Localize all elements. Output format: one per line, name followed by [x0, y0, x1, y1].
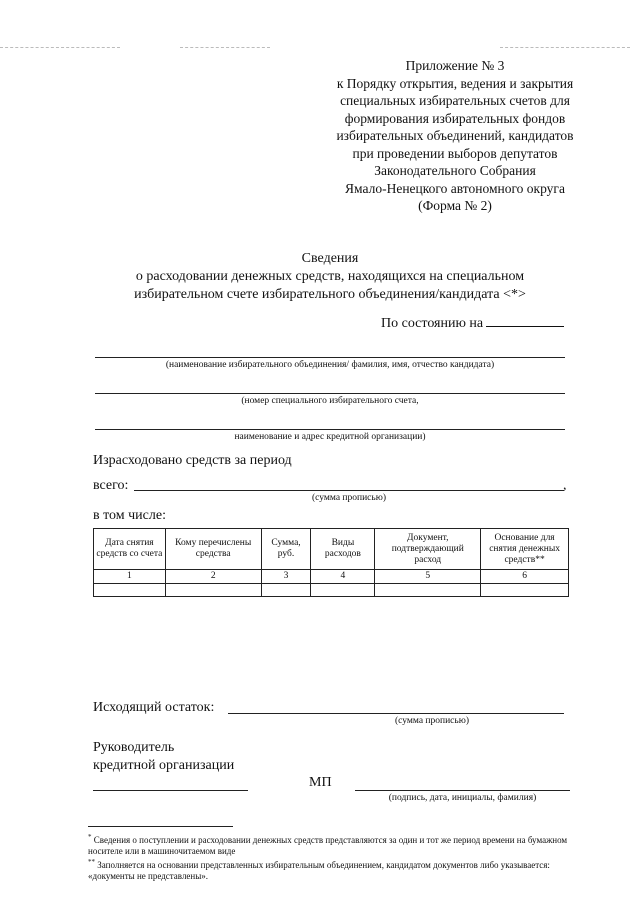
- total-amount-caption: (сумма прописью): [312, 493, 386, 503]
- footnote-2: [88, 857, 588, 882]
- name-caption: (наименование избирательного объединения/ фамилия, имя, отчество кандидата): [165, 360, 495, 370]
- scan-artifact: [180, 47, 270, 48]
- scan-artifact: [0, 47, 120, 48]
- expense-table: [93, 528, 569, 597]
- account-caption: (номер специального избирательного счета,: [241, 396, 419, 406]
- footnote-mark: *: [88, 833, 92, 841]
- table-cell[interactable]: [375, 584, 481, 597]
- bank-field-line[interactable]: [95, 429, 565, 430]
- signature-line[interactable]: [93, 790, 248, 791]
- table-number-cell: 5: [375, 570, 481, 584]
- signature-title: кредитной организации: [93, 758, 235, 773]
- appendix-line: формирования избирательных фондов: [344, 110, 566, 126]
- table-cell[interactable]: [165, 584, 261, 597]
- appendix-line: к Порядку открытия, ведения и закрытия: [336, 75, 574, 91]
- total-amount-line[interactable]: [134, 490, 564, 491]
- as-of-date-field[interactable]: [486, 314, 564, 327]
- footnote-text: Сведения о поступлении и расходовании денежных средств представляются за один и тот же период времени на бумажном носителе или в машиночитаемом виде: [88, 835, 568, 856]
- table-header-cell: Дата снятия средств со счета: [94, 529, 166, 570]
- table-header-row: [94, 529, 569, 570]
- appendix-header: [300, 57, 610, 215]
- bank-caption: наименование и адрес кредитной организации): [234, 432, 426, 442]
- footnote-mark: **: [88, 858, 95, 866]
- table-cell[interactable]: [94, 584, 166, 597]
- appendix-line: Ямало-Ненецкого автономного округа: [345, 180, 565, 196]
- table-number-cell: 2: [165, 570, 261, 584]
- balance-caption: (сумма прописью): [395, 716, 469, 726]
- signature-title: Руководитель: [93, 740, 175, 755]
- signature-caption: (подпись, дата, инициалы, фамилия): [388, 793, 537, 803]
- title-line: о расходовании денежных средств, находящихся на специальном: [135, 269, 525, 284]
- table-cell[interactable]: [261, 584, 311, 597]
- table-number-row: [94, 570, 569, 584]
- footnote-separator: [88, 826, 233, 827]
- balance-label: Исходящий остаток:: [93, 700, 215, 715]
- total-comma: ,: [563, 478, 567, 493]
- table-header-cell: Кому перечислены средства: [165, 529, 261, 570]
- table-cell[interactable]: [481, 584, 569, 597]
- footnote-1: [88, 832, 588, 857]
- as-of-label: По состоянию на: [381, 316, 484, 331]
- appendix-line: специальных избирательных счетов для: [340, 93, 570, 108]
- table-header-cell: Сумма, руб.: [261, 529, 311, 570]
- spent-label: Израсходовано средств за период: [93, 453, 292, 468]
- appendix-line: (Форма № 2): [418, 198, 492, 213]
- footnote-text: Заполняется на основании представленных избирательным объединением, кандидатом документов либо указывается: «документы не представлены».: [88, 860, 550, 881]
- table-number-cell: 1: [94, 570, 166, 584]
- signature-details-line[interactable]: [355, 790, 570, 791]
- appendix-line: Законодательного Собрания: [374, 163, 536, 178]
- table-number-cell: 3: [261, 570, 311, 584]
- table-header-cell: Документ, подтверждающий расход: [375, 529, 481, 570]
- scan-artifact: [500, 47, 630, 48]
- appendix-line: Приложение № 3: [405, 58, 505, 73]
- title-line: избирательном счете избирательного объединения/кандидата <*>: [134, 287, 526, 302]
- total-label: всего:: [93, 478, 129, 493]
- appendix-line: избирательных объединений, кандидатов: [336, 128, 574, 143]
- account-field-line[interactable]: [95, 393, 565, 394]
- table-header-cell: Виды расходов: [311, 529, 375, 570]
- name-field-line[interactable]: [95, 357, 565, 358]
- as-of-date: [381, 314, 564, 332]
- stamp-place: МП: [309, 775, 332, 790]
- table-number-cell: 4: [311, 570, 375, 584]
- balance-amount-line[interactable]: [228, 713, 564, 714]
- table-number-cell: 6: [481, 570, 569, 584]
- including-label: в том числе:: [93, 508, 166, 523]
- table-row[interactable]: [94, 584, 569, 597]
- title-heading: Сведения: [301, 251, 359, 266]
- document-title: [60, 250, 600, 304]
- table-header-cell: Основание для снятия денежных средств**: [481, 529, 569, 570]
- appendix-line: при проведении выборов депутатов: [352, 145, 558, 161]
- table-cell[interactable]: [311, 584, 375, 597]
